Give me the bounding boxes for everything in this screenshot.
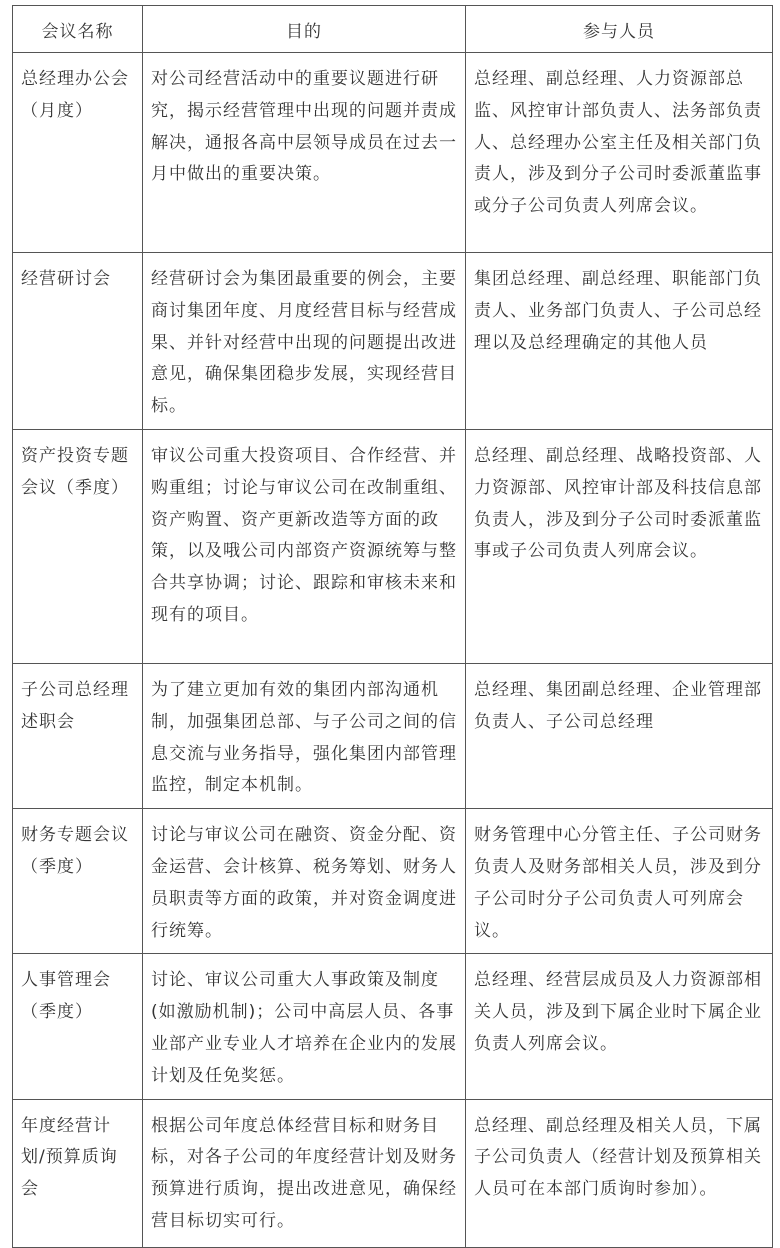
meeting-name-cell: 总经理办公会（月度） [13, 53, 143, 253]
table-row [13, 1099, 773, 1247]
participants-cell: 总经理、集团副总经理、企业管理部负责人、子公司总经理 [466, 663, 773, 808]
purpose-cell: 审议公司重大投资项目、合作经营、并购重组；讨论与审议公司在改制重组、资产购置、资产更新改造等方面的政策，以及哦公司内部资产资源统筹与整合共享协调；讨论、跟踪和审核未来和现有的项目。 [143, 429, 466, 663]
purpose-cell: 对公司经营活动中的重要议题进行研究，揭示经营管理中出现的问题并责成解决，通报各高中层领导成员在过去一月中做出的重要决策。 [143, 53, 466, 253]
purpose-cell: 讨论、审议公司重大人事政策及制度(如激励机制)；公司中高层人员、各事业部产业专业人才培养在企业内的发展计划及任免奖惩。 [143, 954, 466, 1099]
table-row [13, 253, 773, 430]
header-meeting-name: 会议名称 [13, 6, 143, 53]
header-participants: 参与人员 [466, 6, 773, 53]
meeting-name-cell: 经营研讨会 [13, 253, 143, 430]
purpose-cell: 根据公司年度总体经营目标和财务目标，对各子公司的年度经营计划及财务预算进行质询，提出改进意见，确保经营目标切实可行。 [143, 1099, 466, 1247]
header-purpose: 目的 [143, 6, 466, 53]
table-row [13, 663, 773, 808]
meeting-name-cell: 财务专题会议（季度） [13, 809, 143, 954]
header-row [13, 6, 773, 53]
participants-cell: 总经理、副总经理、战略投资部、人力资源部、风控审计部及科技信息部负责人，涉及到分子公司时委派董监事或子公司负责人列席会议。 [466, 429, 773, 663]
purpose-cell: 讨论与审议公司在融资、资金分配、资金运营、会计核算、税务筹划、财务人员职责等方面的政策，并对资金调度进行统筹。 [143, 809, 466, 954]
meeting-name-cell: 年度经营计划/预算质询会 [13, 1099, 143, 1247]
meeting-name-cell: 子公司总经理述职会 [13, 663, 143, 808]
purpose-cell: 经营研讨会为集团最重要的例会，主要商讨集团年度、月度经营目标与经营成果、并针对经营中出现的问题提出改进意见，确保集团稳步发展，实现经营目标。 [143, 253, 466, 430]
meeting-name-cell: 人事管理会（季度） [13, 954, 143, 1099]
participants-cell: 集团总经理、副总经理、职能部门负责人、业务部门负责人、子公司总经理以及总经理确定的其他人员 [466, 253, 773, 430]
table-row [13, 809, 773, 954]
table-row [13, 53, 773, 253]
participants-cell: 总经理、副总经理、人力资源部总监、风控审计部负责人、法务部负责人、总经理办公室主任及相关部门负责人，涉及到分子公司时委派董监事或分子公司负责人列席会议。 [466, 53, 773, 253]
participants-cell: 总经理、副总经理及相关人员，下属子公司负责人（经营计划及预算相关人员可在本部门质询时参加）。 [466, 1099, 773, 1247]
purpose-cell: 为了建立更加有效的集团内部沟通机制，加强集团总部、与子公司之间的信息交流与业务指导，强化集团内部管理监控，制定本机制。 [143, 663, 466, 808]
participants-cell: 财务管理中心分管主任、子公司财务负责人及财务部相关人员，涉及到分子公司时分子公司负责人可列席会议。 [466, 809, 773, 954]
table-row [13, 954, 773, 1099]
table-row [13, 429, 773, 663]
participants-cell: 总经理、经营层成员及人力资源部相关人员，涉及到下属企业时下属企业负责人列席会议。 [466, 954, 773, 1099]
meeting-table [12, 5, 773, 1248]
meeting-name-cell: 资产投资专题会议（季度） [13, 429, 143, 663]
